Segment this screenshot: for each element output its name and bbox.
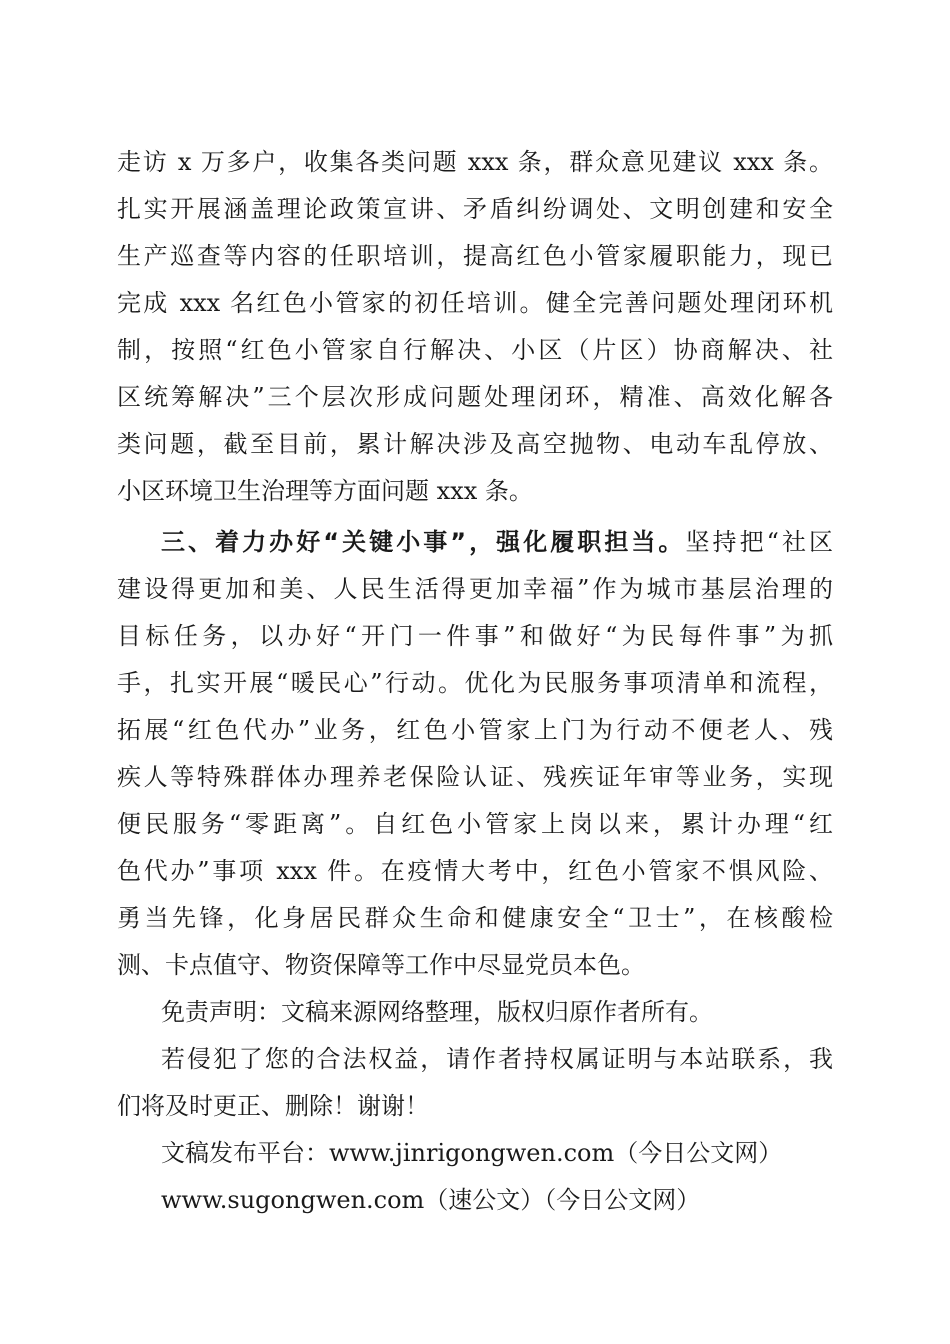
text-line: 手，扎实开展“暖民心”行动。优化为民服务事项清单和流程，	[117, 669, 833, 697]
text-line: 疾人等特殊群体办理养老保险认证、残疾证年审等业务，实现	[117, 763, 833, 791]
text-line: 测、卡点值守、物资保障等工作中尽显党员本色。	[117, 951, 645, 979]
platform-line: 文稿发布平台：www.jinrigongwen.com（今日公文网）	[161, 1139, 783, 1167]
text-line: 扎实开展涵盖理论政策宣讲、矛盾纠纷调处、文明创建和安全	[117, 195, 833, 223]
disclaimer	[117, 989, 833, 1224]
disclaimer-line: 若侵犯了您的合法权益，请作者持权属证明与本站联系，我	[161, 1045, 833, 1073]
text-line: 便民服务“零距离”。自红色小管家上岗以来，累计办理“红	[117, 810, 833, 838]
text-line: 完成 xxx 名红色小管家的初任培训。健全完善问题处理闭环机	[117, 289, 833, 317]
text-line: 生产巡查等内容的任职培训，提高红色小管家履职能力，现已	[117, 242, 833, 270]
section-heading-line	[117, 519, 833, 566]
heading-line-text: 坚持把“社区	[685, 528, 833, 556]
document-body	[117, 139, 833, 1224]
text-line: 类问题，截至目前，累计解决涉及高空抛物、电动车乱停放、	[117, 430, 833, 458]
text-line: 区统筹解决”三个层次形成问题处理闭环，精准、高效化解各	[117, 383, 833, 411]
text-line: 目标任务，以办好“开门一件事”和做好“为民每件事”为抓	[117, 622, 833, 650]
platform-line: www.sugongwen.com（速公文）（今日公文网）	[161, 1186, 701, 1214]
text-line: 色代办”事项 xxx 件。在疫情大考中，红色小管家不惧风险、	[117, 857, 833, 885]
text-line: 拓展“红色代办”业务，红色小管家上门为行动不便老人、残	[117, 716, 833, 744]
text-line: 勇当先锋，化身居民群众生命和健康安全“卫士”，在核酸检	[117, 904, 833, 932]
disclaimer-line: 免责声明：文稿来源网络整理，版权归原作者所有。	[161, 998, 713, 1026]
paragraph-2	[117, 519, 833, 989]
disclaimer-line: 们将及时更正、删除！谢谢！	[117, 1092, 429, 1120]
paragraph-1	[117, 139, 833, 515]
section-heading: 三、着力办好“关键小事”，强化履职担当。	[161, 528, 686, 556]
text-line: 走访 x 万多户，收集各类问题 xxx 条，群众意见建议 xxx 条。	[117, 148, 833, 176]
text-line: 建设得更加和美、人民生活得更加幸福”作为城市基层治理的	[117, 575, 833, 603]
text-line: 小区环境卫生治理等方面问题 xxx 条。	[117, 477, 533, 505]
text-line: 制，按照“红色小管家自行解决、小区（片区）协商解决、社	[117, 336, 833, 364]
